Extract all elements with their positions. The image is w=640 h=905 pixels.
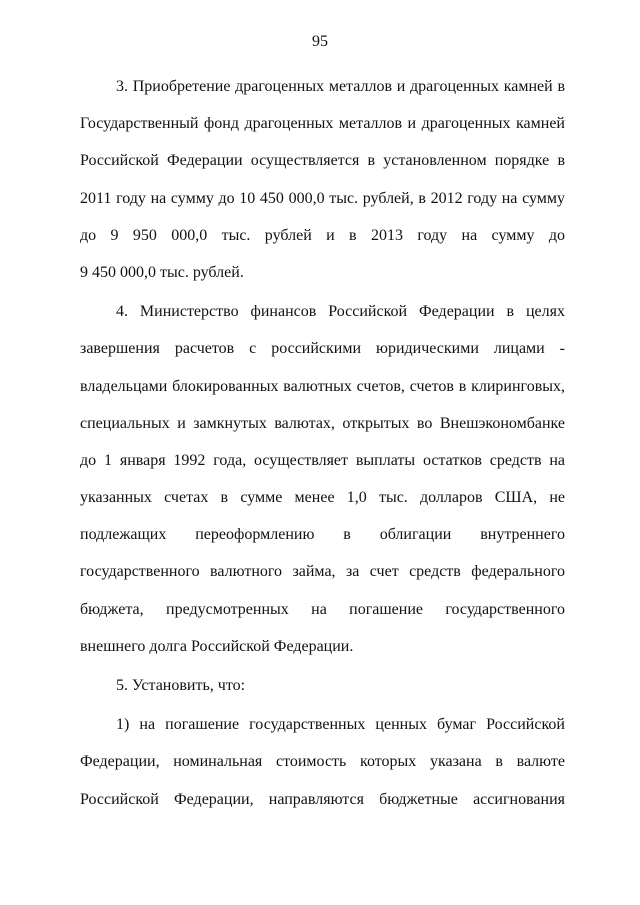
text-line: подлежащих переоформлению в облигации внутреннего bbox=[80, 526, 565, 544]
text-line: внешнего долга Российской Федерации. bbox=[80, 637, 354, 655]
text-line: завершения расчетов с российскими юридическими лицами - bbox=[80, 340, 565, 358]
text-line: до 9 950 000,0 тыс. рублей и в 2013 году на сумму до bbox=[80, 226, 565, 244]
paragraph-3 bbox=[80, 68, 565, 291]
text-line: бюджета, предусмотренных на погашение государственного bbox=[80, 600, 565, 618]
text-line: Федерации, номинальная стоимость которых указана в валюте bbox=[80, 753, 565, 771]
text-line: 9 450 000,0 тыс. рублей. bbox=[80, 263, 244, 281]
page-number: 95 bbox=[312, 33, 328, 50]
document-body bbox=[80, 68, 565, 820]
text-line: 5. Установить, что: bbox=[116, 677, 246, 694]
paragraph-5-1 bbox=[80, 706, 565, 818]
paragraph-4 bbox=[80, 293, 565, 665]
text-line: до 1 января 1992 года, осуществляет выплаты остатков средств на bbox=[80, 451, 565, 469]
text-line: 4. Министерство финансов Российской Федерации в целях bbox=[116, 303, 565, 321]
paragraph-5 bbox=[80, 667, 565, 704]
text-line: указанных счетах в сумме менее 1,0 тыс. долларов США, не bbox=[80, 489, 565, 507]
text-line: Российской Федерации, направляются бюджетные ассигнования bbox=[80, 790, 565, 808]
text-line: владельцами блокированных валютных счетов, счетов в клиринговых, bbox=[80, 377, 565, 395]
text-line: специальных и замкнутых валютах, открытых во Внешэкономбанке bbox=[80, 414, 565, 432]
text-line: Государственный фонд драгоценных металлов и драгоценных камней bbox=[80, 115, 565, 133]
text-line: государственного валютного займа, за счет средств федерального bbox=[80, 563, 565, 581]
text-line: 3. Приобретение драгоценных металлов и драгоценных камней в bbox=[116, 78, 565, 95]
text-line: 2011 году на сумму до 10 450 000,0 тыс. рублей, в 2012 году на сумму bbox=[80, 189, 565, 207]
text-line: Российской Федерации осуществляется в установленном порядке в bbox=[80, 152, 565, 170]
text-line: 1) на погашение государственных ценных бумаг Российской bbox=[116, 716, 565, 734]
